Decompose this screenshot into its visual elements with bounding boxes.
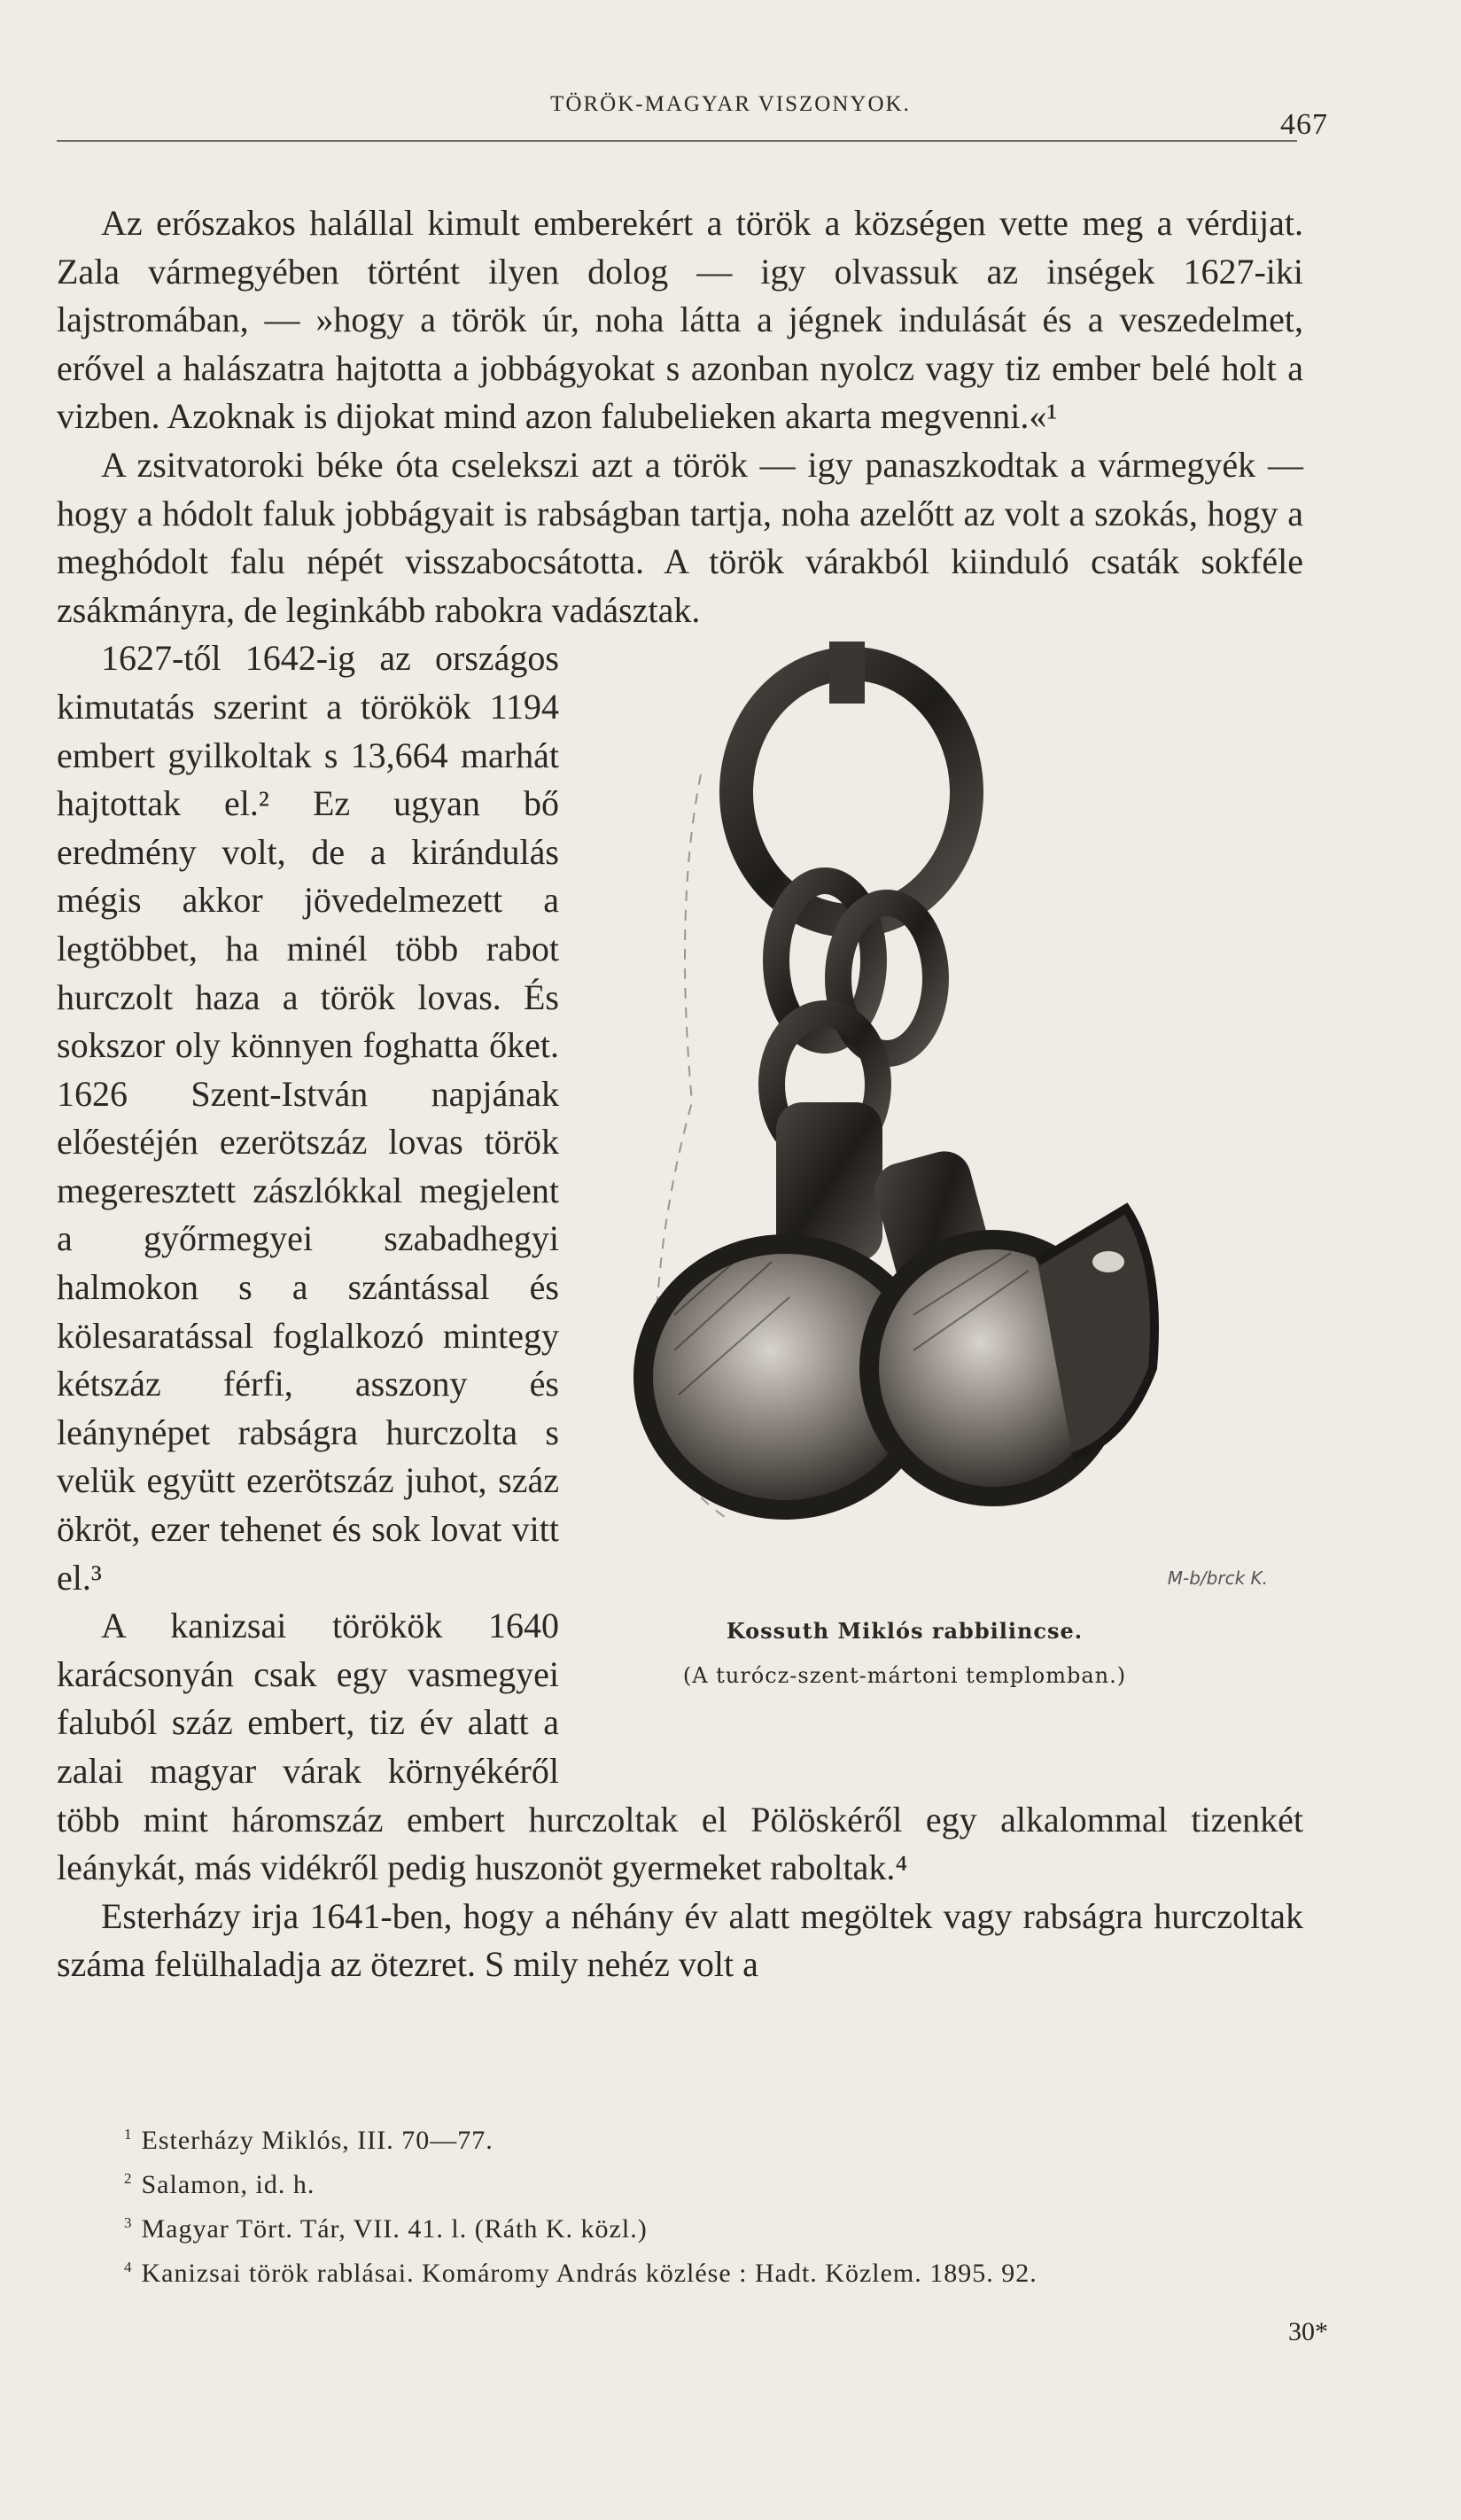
footnotes bbox=[124, 2115, 1302, 2292]
figure-caption-subtitle: (A turócz-szent-mártoni templomban.) bbox=[682, 1663, 1127, 1689]
shackle-drawing bbox=[595, 642, 1321, 1598]
paragraph-5: Esterházy irja 1641-ben, hogy a néhány év alatt megöltek vagy rabságra hurczoltak száma felülhaladja az ötezret. S mily nehéz volt a bbox=[57, 1895, 1303, 1985]
footnote-text: Salamon, id. h. bbox=[141, 2170, 315, 2199]
footnote-text: Esterházy Miklós, III. 70—77. bbox=[141, 2126, 493, 2155]
figure-caption-title: Kossuth Miklós rabbilincse. bbox=[726, 1618, 1084, 1645]
running-title: TÖRÖK-MAGYAR VISZONYOK. bbox=[550, 92, 911, 116]
footnote-2 bbox=[124, 2159, 1302, 2204]
shackle-illustration bbox=[595, 642, 1321, 1749]
footnote-text: Kanizsai török rablásai. Komáromy András közlése : Hadt. Közlem. 1895. 92. bbox=[141, 2259, 1037, 2288]
footnote-mark: 4 bbox=[124, 2259, 133, 2275]
paragraph-4: A kanizsai törökök 1640 karácsonyán csak egy vasmegyei faluból száz embert, tiz év alatt a zalai magyar várak környékéről több mint háromszáz embert hurczoltak el Pölöskéről egy alkalommal tizenkét leánykát, más vidékről pedig huszonöt gyermeket raboltak.⁴ bbox=[57, 1606, 1303, 1888]
header-rule bbox=[57, 140, 1297, 142]
footnote-4 bbox=[124, 2248, 1302, 2292]
main-text bbox=[57, 199, 1303, 1989]
sheet-signature: 30* bbox=[1288, 2317, 1328, 2346]
paragraph-1: Az erőszakos halállal kimult emberekért a török a községen vette meg a vérdijat. Zala vármegyében történt ilyen dolog — igy olvassuk az inségek 1627-iki lajstromában, — »hogy a török úr, noha látta a jégnek indulását és a veszedelmet, erővel a halászatra hajtotta a jobbágyokat s azonban nyolcz vagy tiz ember belé holt a vizben. Azoknak is dijokat mind azon falubelieken akarta megvenni.«¹ bbox=[57, 203, 1303, 437]
page-number: 467 bbox=[1280, 108, 1328, 141]
artist-signature: M-b/brck K. bbox=[1167, 1567, 1268, 1590]
paragraph-3: 1627-től 1642-ig az országos kimutatás szerint a törökök 1194 embert gyilkoltak s 13,664 marhát hajtottak el.² Ez ugyan bő eredmény volt, de a kirándulás mégis akkor jövedelmezett a legtöbbet, ha minél több rabot hurczolt haza a török lovas. És sokszor oly könnyen foghatta őket. 1626 Szent-István napjának előestéjén ezerötszáz lovas török megeresztett zászlókkal megjelent a győrmegyei szabadhegyi halmokon s a szántással és kölesaratással foglalkozó mintegy kétszáz férfi, asszony és leánynépet rabságra hurczolta s velük együtt ezerötszáz juhot, száz ökröt, ezer tehenet és sok lovat vitt el.³ bbox=[57, 638, 559, 1598]
footnote-1 bbox=[124, 2115, 1302, 2159]
footnote-mark: 2 bbox=[124, 2170, 133, 2187]
footnote-mark: 3 bbox=[124, 2214, 133, 2231]
footnote-mark: 1 bbox=[124, 2126, 133, 2143]
footnote-3 bbox=[124, 2204, 1302, 2248]
footnote-text: Magyar Tört. Tár, VII. 41. l. (Ráth K. közl.) bbox=[141, 2214, 648, 2244]
paragraph-2: A zsitvatoroki béke óta cselekszi azt a török — igy panaszkodtak a vármegyék — hogy a hódolt faluk jobbágyait is rabságban tartja, noha azelőtt az volt a szokás, hogy a meghódolt falu népét visszabocsátotta. A török várakból kiinduló csaták sokféle zsákmányra, de leginkább rabokra vadásztak. bbox=[57, 444, 1303, 630]
